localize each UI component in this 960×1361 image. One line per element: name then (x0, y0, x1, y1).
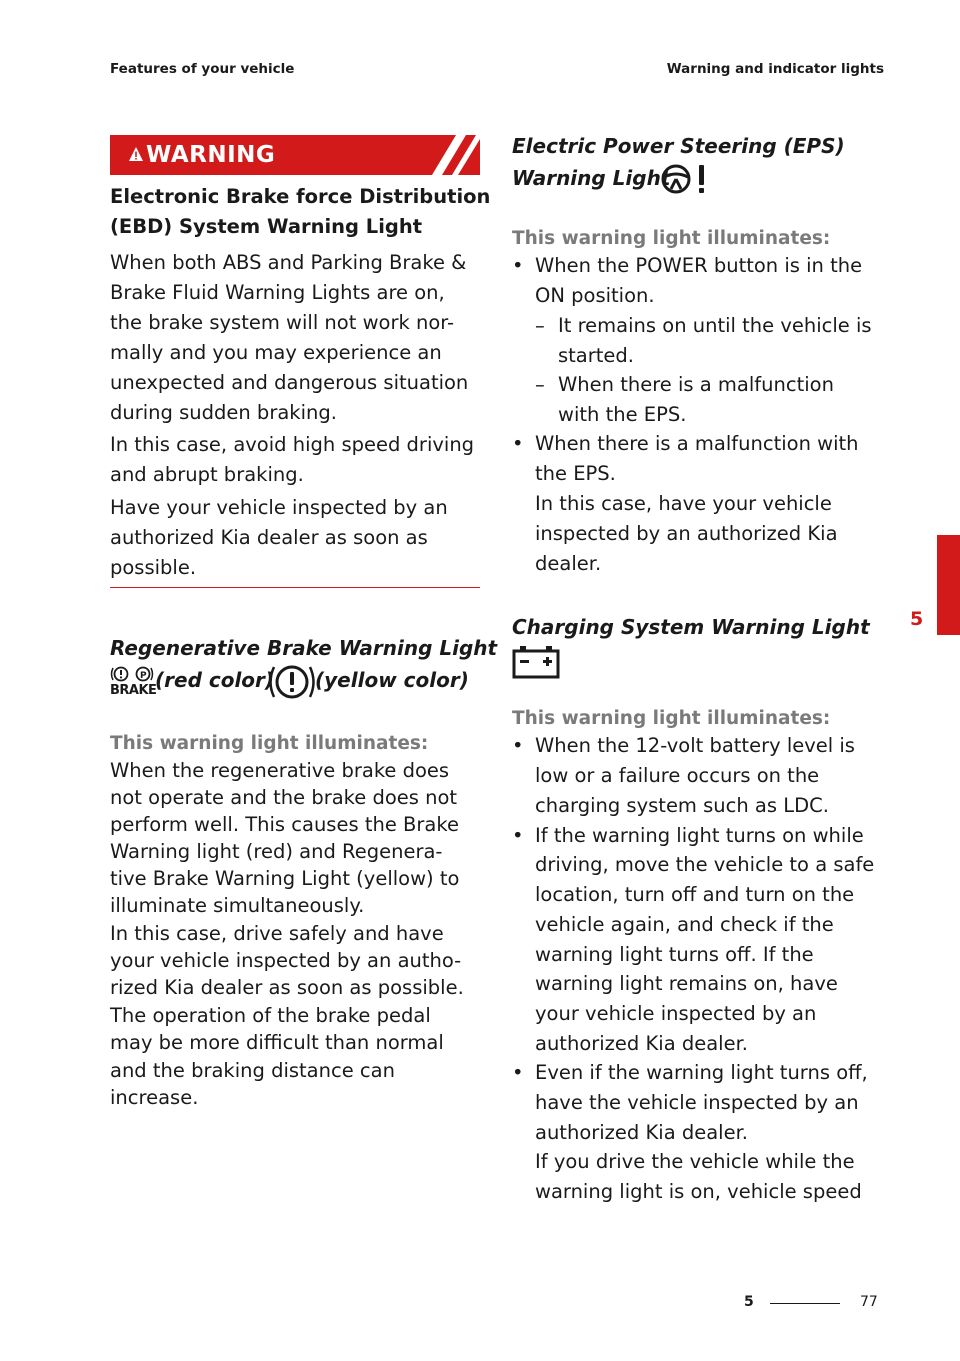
warning-stripes (420, 135, 480, 175)
list-item-text: have the vehicle inspected by an (535, 1091, 859, 1114)
list-item-text: warning light is on, vehicle speed (535, 1180, 862, 1203)
bullet-mark: • (512, 1061, 524, 1084)
regen-red-label: (red color) (155, 668, 275, 692)
regen-title: Regenerative Brake Warning Light (110, 636, 498, 660)
list-item (535, 370, 885, 400)
eps-title-line2: Warning Light (512, 166, 671, 190)
list-item-text: charging system such as LDC. (535, 794, 829, 817)
running-header-right: Warning and indicator lights (666, 61, 884, 77)
regen-line: illuminate simultaneously. (110, 894, 365, 917)
list-item (512, 821, 882, 851)
footer-chapter: 5 (744, 1294, 754, 1310)
list-item-text: Even if the warning light turns off, (535, 1061, 868, 1084)
eps-title-line1: Electric Power Steering (EPS) (512, 134, 845, 158)
ebd-para1-line: unexpected and dangerous situation (110, 371, 469, 394)
svg-text:P: P (140, 671, 147, 681)
ebd-para1-line: Brake Fluid Warning Lights are on, (110, 281, 445, 304)
list-item-text: dealer. (535, 552, 602, 575)
ebd-para1-line: When both ABS and Parking Brake & (110, 251, 467, 274)
regen-line: In this case, drive safely and have (110, 922, 444, 945)
bullet-mark: • (512, 824, 524, 847)
list-item-text: When the POWER button is in the (535, 254, 863, 277)
list-item (512, 731, 882, 761)
list-item-text: the EPS. (535, 462, 616, 485)
ebd-para2-line: In this case, avoid high speed driving (110, 433, 475, 456)
list-item-text: ON position. (535, 284, 655, 307)
ebd-para1-line: the brake system will not work nor- (110, 311, 455, 334)
list-item-text: It remains on until the vehicle is (558, 314, 872, 337)
battery-icon (512, 645, 560, 679)
warning-triangle-icon (128, 146, 144, 162)
list-item (512, 429, 882, 459)
list-item-text: If you drive the vehicle while the (535, 1150, 855, 1173)
warning-label: WARNING (146, 142, 276, 168)
bullet-mark: • (512, 254, 524, 277)
regen-line: tive Brake Warning Light (yellow) to (110, 867, 460, 890)
list-item-text: warning light remains on, have (535, 972, 838, 995)
ebd-para1-line: during sudden braking. (110, 401, 337, 424)
bullet-mark: • (512, 432, 524, 455)
regen-yellow-label: (yellow color) (315, 668, 469, 692)
regen-line: may be more difficult than normal (110, 1031, 444, 1054)
chapter-tab-number: 5 (910, 608, 924, 630)
ebd-title-line2: (EBD) System Warning Light (110, 215, 423, 238)
footer-divider (770, 1303, 840, 1304)
eps-subhead: This warning light illuminates: (512, 228, 831, 249)
regen-subhead: This warning light illuminates: (110, 733, 429, 754)
list-item-text: When there is a malfunction with (535, 432, 859, 455)
list-item (512, 1058, 882, 1088)
regen-line: not operate and the brake does not (110, 786, 458, 809)
regen-line: When the regenerative brake does (110, 759, 450, 782)
dash-mark: – (535, 314, 545, 337)
list-item-text: your vehicle inspected by an (535, 1002, 817, 1025)
list-item-text: When there is a malfunction (558, 373, 834, 396)
chapter-tab (937, 535, 960, 635)
regen-line: Warning light (red) and Regenera- (110, 840, 443, 863)
list-item-text: In this case, have your vehicle (535, 492, 832, 515)
ebd-para3-line: possible. (110, 556, 197, 579)
list-item (512, 251, 882, 281)
brake-icon-label: BRAKE (110, 683, 157, 698)
ebd-para3-line: Have your vehicle inspected by an (110, 496, 448, 519)
steering-warning-icon (660, 161, 710, 197)
regen-exclamation-icon (268, 663, 316, 701)
ebd-para3-line: authorized Kia dealer as soon as (110, 526, 428, 549)
regen-icon-row (110, 663, 480, 703)
list-item-text: authorized Kia dealer. (535, 1121, 749, 1144)
list-item-text: location, turn off and turn on the (535, 883, 855, 906)
regen-line: your vehicle inspected by an autho- (110, 949, 462, 972)
warning-banner (110, 135, 480, 175)
list-item-text: inspected by an authorized Kia (535, 522, 838, 545)
charging-subhead: This warning light illuminates: (512, 708, 831, 729)
list-item-text: authorized Kia dealer. (535, 1032, 749, 1055)
page-number: 77 (860, 1294, 878, 1310)
list-item-text: driving, move the vehicle to a safe (535, 853, 875, 876)
regen-line: perform well. This causes the Brake (110, 813, 459, 836)
list-item-text: When the 12-volt battery level is (535, 734, 855, 757)
charging-title: Charging System Warning Light (512, 615, 870, 639)
list-item-text: started. (558, 344, 634, 367)
regen-line: and the braking distance can (110, 1059, 395, 1082)
regen-line: rized Kia dealer as soon as possible. (110, 976, 464, 999)
list-item-text: vehicle again, and check if the (535, 913, 834, 936)
list-item (535, 311, 885, 341)
list-item-text: with the EPS. (558, 403, 687, 426)
list-item-text: If the warning light turns on while (535, 824, 864, 847)
dash-mark: – (535, 373, 545, 396)
ebd-title-line1: Electronic Brake force Distribution (110, 185, 491, 208)
list-item-text: low or a failure occurs on the (535, 764, 820, 787)
running-header-left: Features of your vehicle (110, 61, 295, 77)
list-item-text: warning light turns off. If the (535, 943, 814, 966)
ebd-para2-line: and abrupt braking. (110, 463, 304, 486)
regen-line: increase. (110, 1086, 199, 1109)
regen-line: The operation of the brake pedal (110, 1004, 431, 1027)
bullet-mark: • (512, 734, 524, 757)
ebd-para1-line: mally and you may experience an (110, 341, 442, 364)
warning-divider (110, 587, 480, 588)
